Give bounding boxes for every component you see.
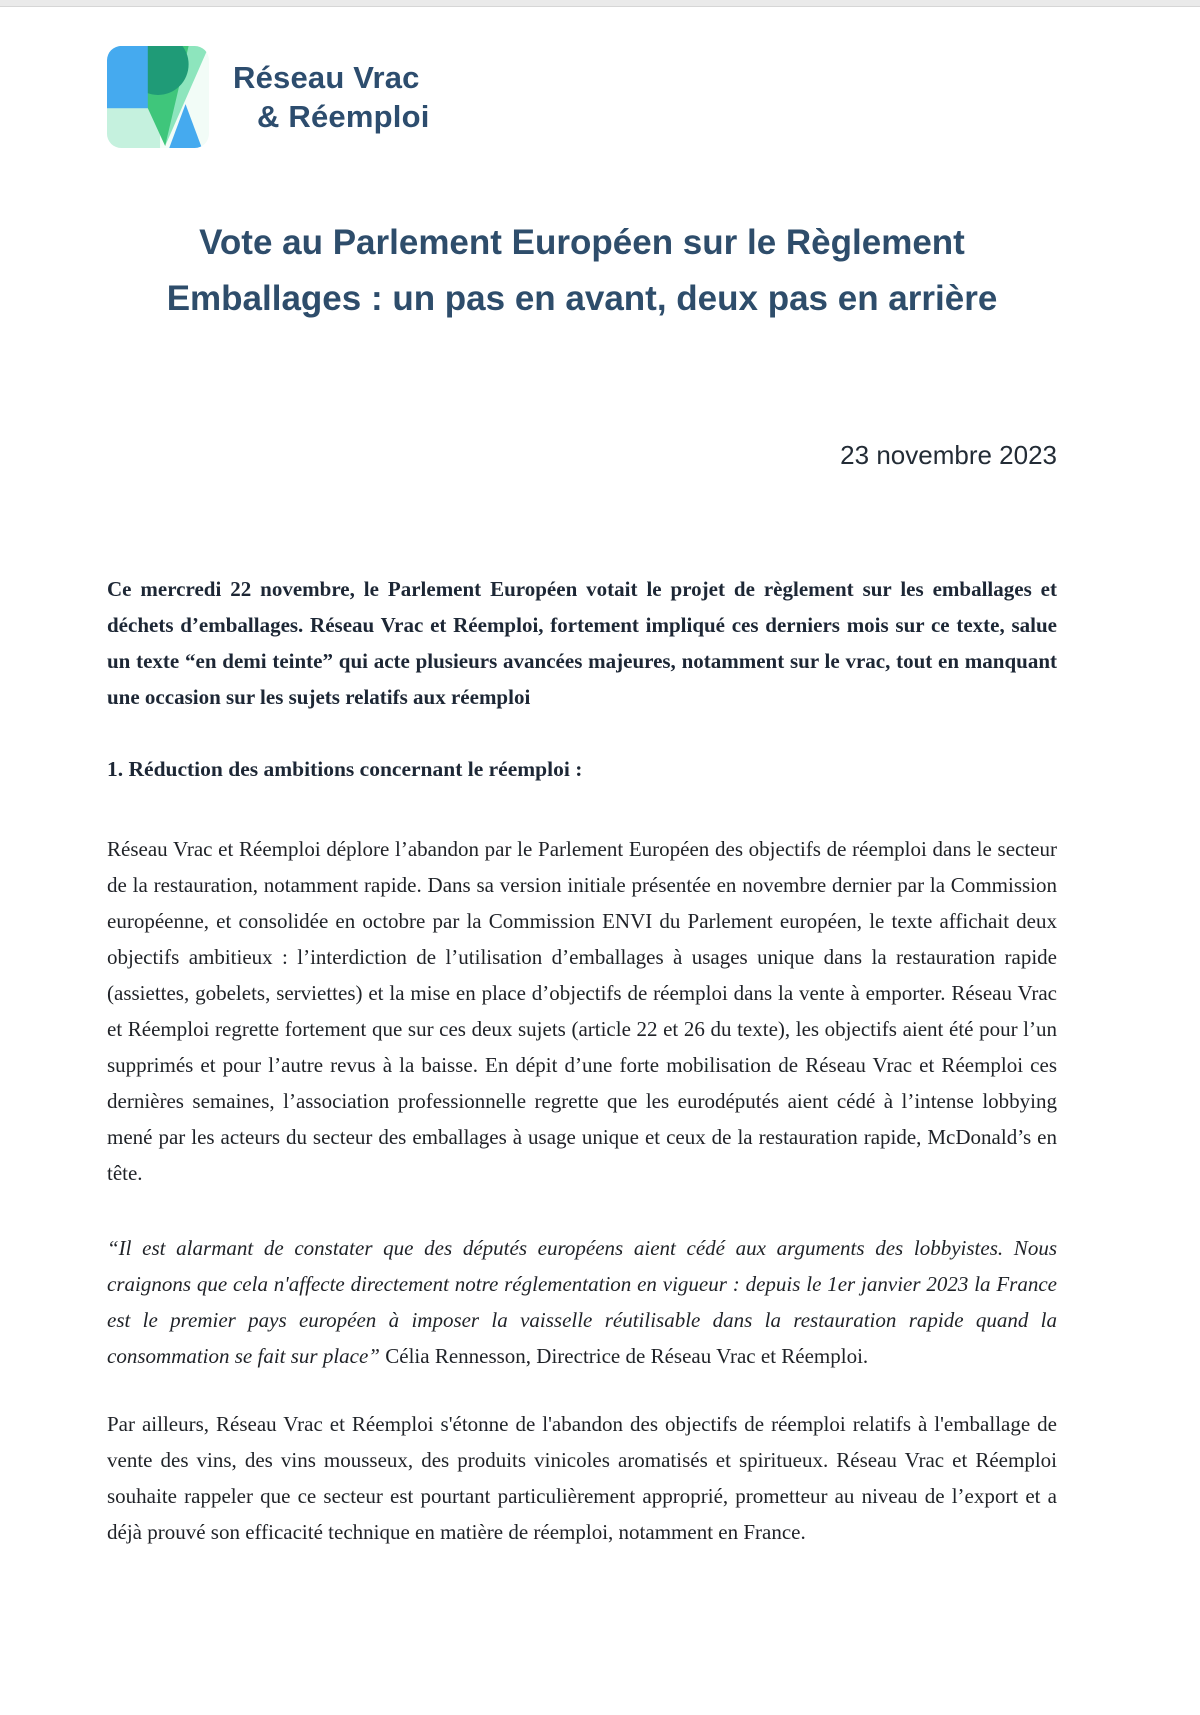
quote-paragraph [107,1230,1057,1374]
document-title-line2: Emballages : un pas en avant, deux pas en arrière [166,279,998,318]
logo [107,45,1057,149]
section-1-heading: 1. Réduction des ambitions concernant le réemploi : [107,757,583,781]
document-date: 23 novembre 2023 [840,440,1057,470]
quote-attribution: Célia Rennesson, Directrice de Réseau Vrac et Réemploi. [380,1344,869,1368]
logo-wordmark-line1: Réseau Vrac [233,60,420,95]
document-title [107,215,1057,327]
intro-paragraph: Ce mercredi 22 novembre, le Parlement Européen votait le projet de règlement sur les emballages et déchets d’emballages. Réseau Vrac et Réemploi, fortement impliqué ces derniers mois sur ce texte, salue un texte “en demi teinte” qui acte plusieurs avancées majeures, notamment sur le vrac, tout en manquant une occasion sur les sujets relatifs aux réemploi [107,577,1057,709]
viewer-top-edge [0,0,1200,7]
document-page [107,45,1057,1550]
logo-wordmark-line2: & Réemploi [257,99,430,134]
quote-text: “Il est alarmant de constater que des députés européens aient cédé aux arguments des lobbyistes. Nous craignons que cela n'affecte directement notre réglementation en vigueur : depuis le 1er janvier 2023 la France est le premier pays européen à imposer la vaisselle réutilisable dans la restauration rapide quand la consommation se fait sur place” [107,1236,1057,1368]
reseau-vrac-logo-icon [107,46,209,148]
body-paragraph-2: Par ailleurs, Réseau Vrac et Réemploi s'étonne de l'abandon des objectifs de réemploi relatifs à l'emballage de vente des vins, des vins mousseux, des produits vinicoles aromatisés et spiritueux. Réseau Vrac et Réemploi souhaite rappeler que ce secteur est pourtant particulièrement approprié, prometteur au niveau de l’export et a déjà prouvé son efficacité technique en matière de réemploi, notamment en France. [107,1412,1057,1544]
body-paragraph-1: Réseau Vrac et Réemploi déplore l’abandon par le Parlement Européen des objectifs de réemploi dans le secteur de la restauration, notamment rapide. Dans sa version initiale présentée en novembre dernier par la Commission européenne, et consolidée en octobre par la Commission ENVI du Parlement européen, le texte affichait deux objectifs ambitieux : l’interdiction de l’utilisation d’emballages à usages unique dans la restauration rapide (assiettes, gobelets, serviettes) et la mise en place d’objectifs de réemploi dans la vente à emporter. Réseau Vrac et Réemploi regrette fortement que sur ces deux sujets (article 22 et 26 du texte), les objectifs aient été pour l’un supprimés et pour l’autre revus à la baisse. En dépit d’une forte mobilisation de Réseau Vrac et Réemploi ces dernières semaines, l’association professionnelle regrette que les eurodéputés aient cédé à l’intense lobbying mené par les acteurs du secteur des emballages à usage unique et ceux de la restauration rapide, McDonald’s en tête. [107,837,1057,1185]
logo-wordmark [233,58,430,136]
document-title-line1: Vote au Parlement Européen sur le Règlement [199,223,965,262]
